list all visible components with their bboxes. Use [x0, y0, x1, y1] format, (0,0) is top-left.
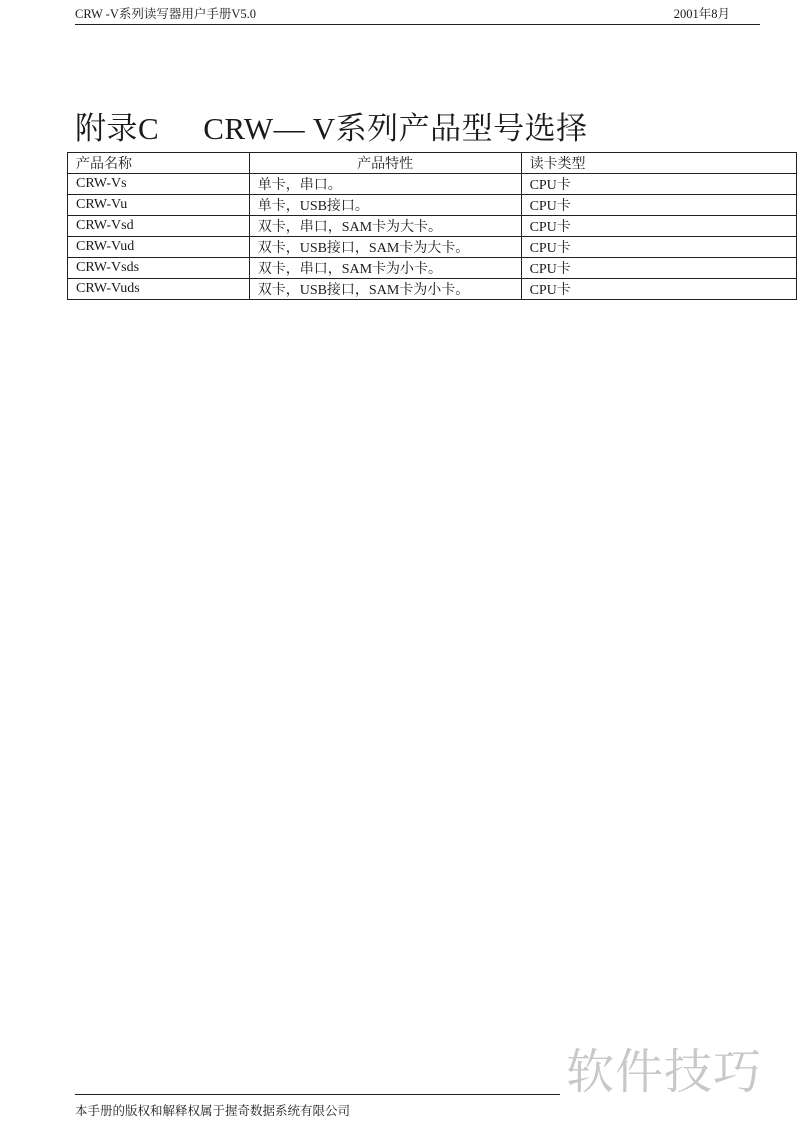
feature-cell: 双卡，串口，SAM卡为大卡。 — [249, 216, 521, 237]
table-header-row — [68, 153, 797, 174]
table-row — [68, 237, 797, 258]
product-name-cell: CRW-Vu — [68, 195, 250, 216]
table-row — [68, 258, 797, 279]
column-header-card-type: 读卡类型 — [521, 153, 796, 174]
appendix-label: 附录C — [75, 111, 160, 146]
table-row — [68, 279, 797, 300]
footer-copyright: 本手册的版权和解释权属于握奇数据系统有限公司 — [75, 1104, 351, 1118]
page-header — [75, 0, 760, 25]
feature-cell: 双卡，USB接口，SAM卡为小卡。 — [249, 279, 521, 300]
product-name-cell: CRW-Vsds — [68, 258, 250, 279]
feature-cell: 单卡，串口。 — [249, 174, 521, 195]
table-row — [68, 216, 797, 237]
card-type-cell: CPU卡 — [521, 216, 796, 237]
table-row — [68, 174, 797, 195]
product-name-cell: CRW-Vs — [68, 174, 250, 195]
header-manual-title: CRW -V系列读写器用户手册V5.0 — [75, 7, 257, 21]
product-name-cell: CRW-Vsd — [68, 216, 250, 237]
card-type-cell: CPU卡 — [521, 279, 796, 300]
feature-cell: 双卡，串口，SAM卡为小卡。 — [249, 258, 521, 279]
product-name-cell: CRW-Vuds — [68, 279, 250, 300]
column-header-product-name: 产品名称 — [68, 153, 250, 174]
header-date: 2001年8月 — [673, 7, 730, 21]
model-selection-table — [67, 152, 797, 300]
card-type-cell: CPU卡 — [521, 237, 796, 258]
feature-cell: 单卡，USB接口。 — [249, 195, 521, 216]
feature-cell: 双卡，USB接口，SAM卡为大卡。 — [249, 237, 521, 258]
appendix-heading: CRW— V系列产品型号选择 — [203, 111, 588, 146]
table-row — [68, 195, 797, 216]
card-type-cell: CPU卡 — [521, 195, 796, 216]
appendix-title — [75, 103, 588, 148]
card-type-cell: CPU卡 — [521, 174, 796, 195]
footer-divider — [75, 1094, 560, 1095]
card-type-cell: CPU卡 — [521, 258, 796, 279]
column-header-features: 产品特性 — [249, 153, 521, 174]
product-name-cell: CRW-Vud — [68, 237, 250, 258]
watermark: 软件技巧 — [566, 1044, 763, 1100]
